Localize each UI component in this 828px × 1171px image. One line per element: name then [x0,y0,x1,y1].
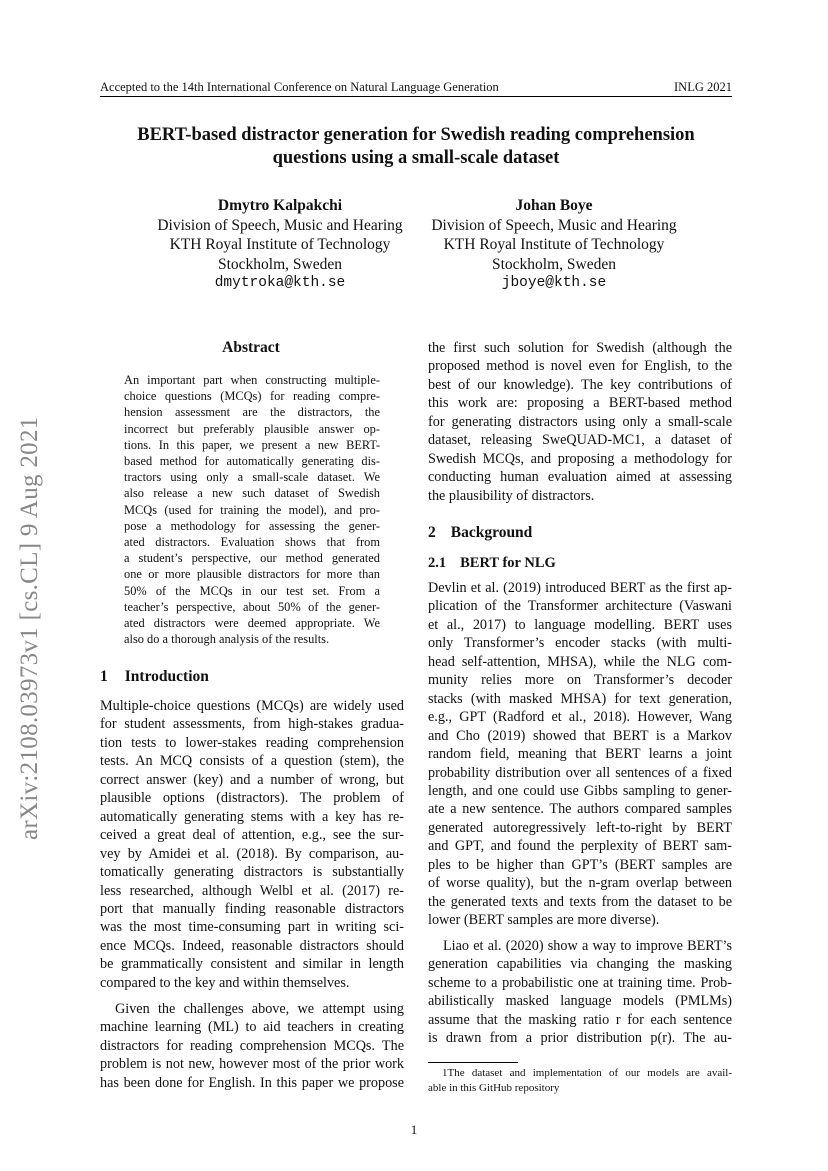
text-line: best of our knowledge). The key contributions of [428,376,732,393]
text-line: munity relies more on Transformer’s decoder [428,672,732,689]
subsection-number: 2.1 [428,555,447,571]
text-line: length, and one could use Gibbs sampling to gener- [428,782,732,799]
text-line: tion tests to lower-stakes reading comprehension [100,734,404,751]
text-line: e.g., GPT (Radford et al., 2018). However, Wang [428,709,732,726]
intro-continuation [428,339,732,505]
intro-paragraph-1 [100,697,404,992]
text-line: tests. An MCQ consists of a question (stem), the [100,753,404,770]
abstract-line: ated distractors were deemed appropriate. We [124,616,380,631]
text-line: head self-attention, MHSA), while the NLG com- [428,653,732,670]
text-line: tomatically generating distractors is substantially [100,864,404,881]
text-line: and Cho (2019) showed that BERT is a Markov [428,727,732,744]
text-line: was the most time-consuming part in writing sci- [100,919,404,936]
footnote-line: able in this GitHub repository [428,1081,560,1094]
text-line: ceived a great deal of attention, e.g., see the sur- [100,827,404,844]
bert-paragraph-2 [428,937,732,1048]
author-location: Stockholm, Sweden [218,255,342,273]
text-line: has been done for English. In this paper we propose [100,1074,404,1091]
text-line: generation capabilities via changing the masking [428,956,732,973]
abstract-line: choice questions (MCQs) for reading compre- [124,389,380,404]
text-line: Devlin et al. (2019) introduced BERT as the first ap- [428,580,732,596]
subsection-title: BERT for NLG [460,555,556,571]
text-line: be grammatically consistent and similar in length [100,956,404,973]
text-line: the first such solution for Swedish (although the [428,340,732,356]
text-line: et al., 2017) to language modelling. BERT uses [428,616,732,633]
text-line: Liao et al. (2020) show a way to improve BERT’s [443,938,732,954]
text-line: dataset, releasing SweQUAD-MC1, a dataset of [428,432,732,449]
text-line: distractors for reading comprehension MCQs. The [100,1037,404,1054]
author-name: Johan Boye [515,197,593,214]
text-line: probability distribution over all sentences of a fixed [428,764,732,781]
subsection-heading-bert-for-nlg [428,555,556,572]
abstract-line: 50% of the MCQs in our test set. From a [124,583,380,598]
author-block-2 [414,196,694,294]
text-line: lower (BERT samples are more diverse). [428,912,660,929]
abstract-line: tions. In this paper, we present a new BERT- [124,437,380,452]
abstract-line: hension assessment are the distractors, the [124,405,380,420]
text-line: ate a new sentence. The authors compared samples [428,801,732,818]
paper-title [100,124,732,170]
author-name: Dmytro Kalpakchi [217,197,343,214]
bert-paragraph-1 [428,579,732,930]
text-line: plausible options (distractors). The problem of [100,790,404,807]
text-line: less researched, although Welbl et al. (2017) re- [100,882,404,899]
text-line: correct answer (key) and a number of wrong, but [100,771,404,788]
text-line: for student assessments, from high-stakes gradua- [100,716,404,733]
footnote-rule [428,1062,518,1063]
abstract-line: incorrect but preferably plausible answer op- [124,421,380,436]
abstract-heading: Abstract [222,339,280,356]
page-number: 1 [410,1122,418,1137]
running-header-left: Accepted to the 14th International Conference on Natural Language Generation [100,80,499,94]
author-block-1 [140,196,420,294]
running-header-right: INLG 2021 [674,80,732,94]
text-line: proposed method is novel even for English, to the [428,358,732,375]
text-line: of worse quality), but the n-gram overlap between [428,875,732,892]
section-number: 1 [100,668,108,685]
header-rule [100,96,732,97]
text-line: Swedish MCQs, and proposing a methodology for [428,450,732,467]
text-line: is drawn from a prior distribution p(r). The au- [428,1030,732,1047]
section-heading-background [428,524,532,542]
author-dept: Division of Speech, Music and Hearing [157,216,403,234]
text-line: the generated texts and texts from the dataset to be [428,893,732,910]
abstract-line: based method for automatically generating dis- [124,454,380,469]
section-title: Introduction [124,668,209,685]
text-line: assume that the masking ratio r for each sentence [428,1011,732,1028]
arxiv-identifier: arXiv:2108.03973v1 [cs.CL] 9 Aug 2021 [16,416,43,840]
text-line: vey by Amidei et al. (2018). By comparison, au- [100,845,404,862]
author-dept: Division of Speech, Music and Hearing [431,216,677,234]
text-line: problem is not new, however most of the prior work [100,1056,404,1073]
text-line: the plausibility of distractors. [428,487,595,504]
text-line: stacks (with masked MHSA) for text generation, [428,690,732,707]
title-line-2: questions using a small-scale dataset [272,148,560,168]
abstract-line: a student’s perspective, our method generated [124,551,380,566]
text-line: plication of the Transformer architecture (Vaswani [428,598,732,615]
text-line: Multiple-choice questions (MCQs) are widely used [100,698,404,714]
text-line: compared to the key and within themselves. [100,974,350,991]
text-line: this work are: proposing a BERT-based method [428,395,732,412]
abstract-text [124,372,380,647]
text-line: only Transformer’s encoder stacks (with multi- [428,635,732,652]
author-inst: KTH Royal Institute of Technology [169,236,391,254]
author-location: Stockholm, Sweden [492,255,616,273]
text-line: random field, meaning that BERT learns a joint [428,746,732,763]
abstract-line: teacher’s perspective, about 50% of the gener- [124,599,380,614]
intro-paragraph-2 [100,1000,404,1092]
text-line: and GPT, and found the perplexity of BERT sam- [428,838,732,855]
footnote-line: 1The dataset and implementation of our models are avail- [442,1067,732,1079]
text-line: port that manually finding reasonable distractors [100,900,404,917]
abstract-line: also do a thorough analysis of the results. [124,632,330,647]
text-line: conducting human evaluation aimed at assessing [428,469,732,486]
abstract-line: also release a new such dataset of Swedish [124,486,380,501]
text-line: scheme to a probabilistic one at training time. Prob- [428,974,732,991]
text-line: machine learning (ML) to aid teachers in creating [100,1019,404,1036]
abstract-line: pose a methodology for assessing the gener- [124,518,380,533]
text-line: Given the challenges above, we attempt using [115,1001,404,1017]
footnote [428,1066,732,1096]
text-line: abilistically masked language models (PMLMs) [428,993,732,1010]
text-line: ence MCQs. Indeed, reasonable distractors should [100,937,404,954]
section-number: 2 [428,524,436,541]
author-inst: KTH Royal Institute of Technology [443,236,665,254]
title-line-1: BERT-based distractor generation for Swedish reading comprehension [137,125,695,145]
author-email[interactable]: jboye@kth.se [501,275,607,292]
author-email[interactable]: dmytroka@kth.se [214,275,346,292]
abstract-line: MCQs (used for training the model), and pro- [124,502,380,517]
text-line: for generating distractors using only a small-scale [428,413,732,430]
abstract-line: ated distractors. Evaluation shows that from [124,535,380,550]
abstract-line: An important part when constructing multiple- [124,373,380,387]
abstract-line: one or more plausible distractors for more than [124,567,380,582]
text-line: automatically generating stems with a key has re- [100,808,404,825]
section-heading-introduction [100,668,209,686]
text-line: ples to be higher than GPT’s (BERT samples are [428,856,732,873]
abstract-line: tractors using only a small-scale dataset. We [124,470,380,485]
section-title: Background [450,524,533,541]
text-line: generated autoregressively left-to-right by BERT [428,819,732,836]
